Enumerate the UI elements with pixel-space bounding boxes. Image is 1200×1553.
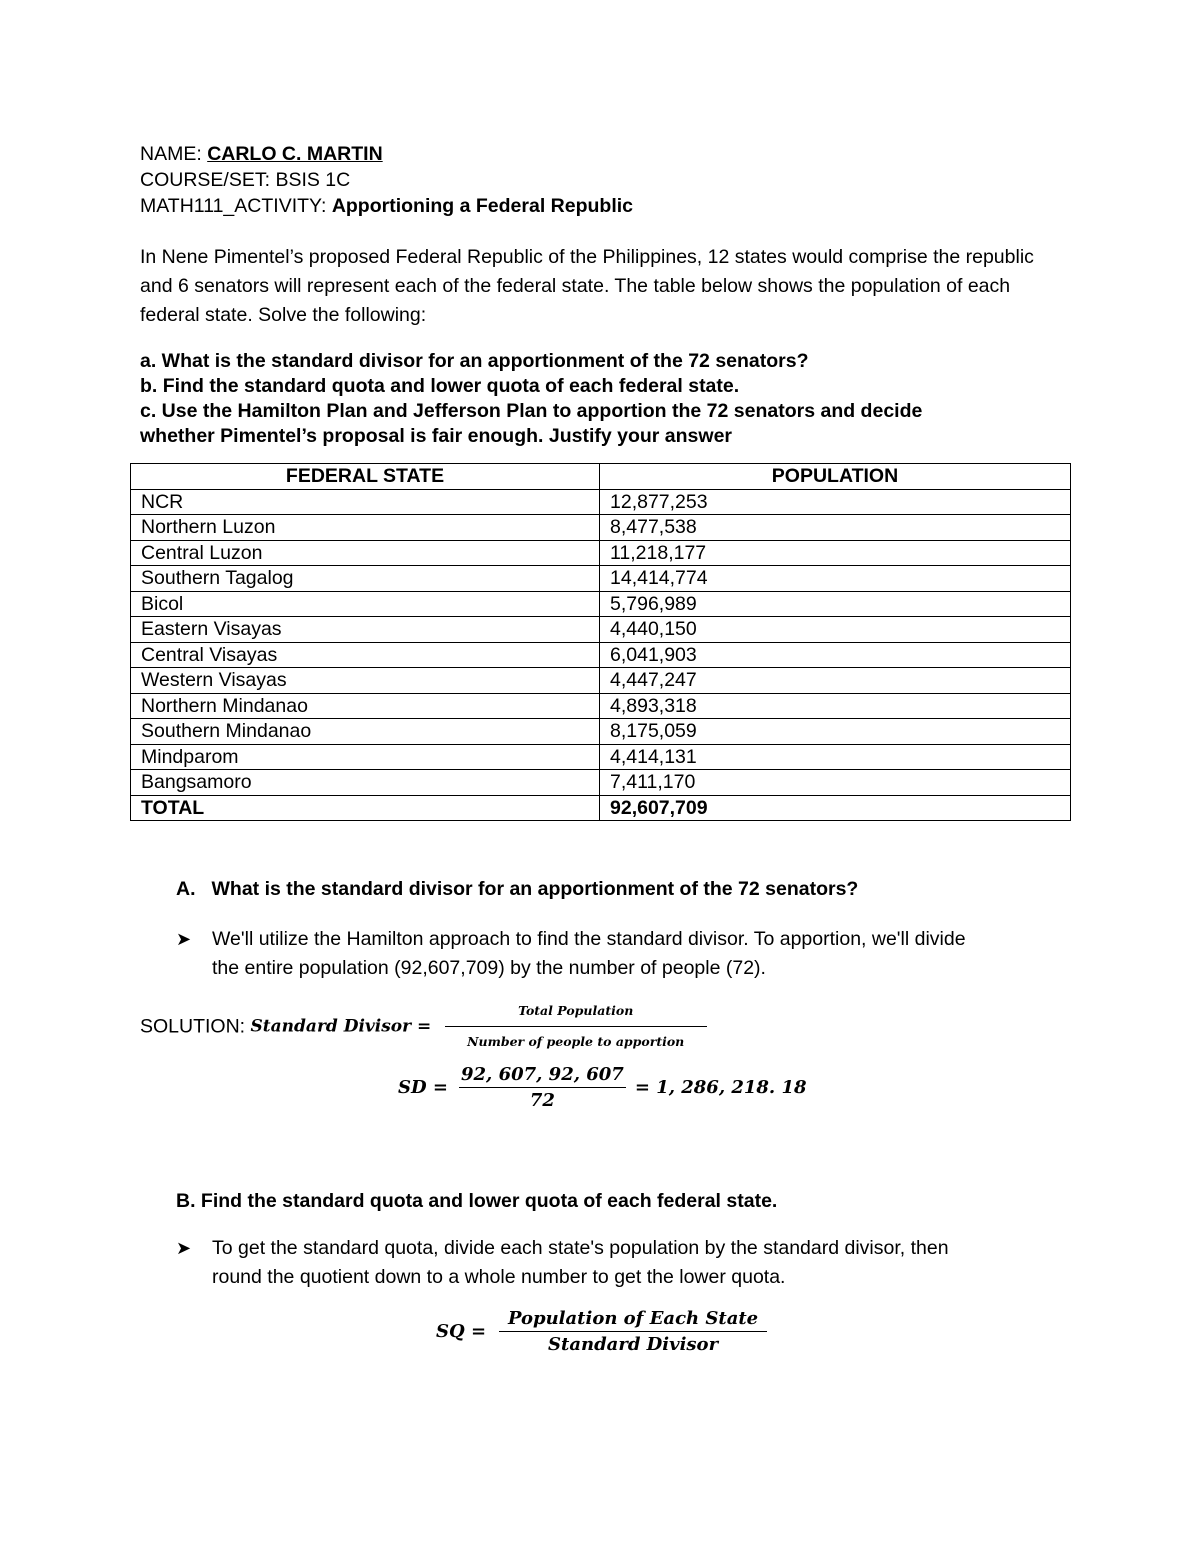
sd-calc-lhs: SD = (398, 1077, 448, 1098)
table-row (131, 719, 1071, 745)
table-row (131, 591, 1071, 617)
state-name-cell: Northern Mindanao (131, 693, 600, 719)
question-a: a. What is the standard divisor for an apportionment of the 72 senators? (140, 350, 809, 372)
sq-formula-denominator: Standard Divisor (548, 1334, 719, 1355)
total-label-cell: TOTAL (131, 795, 600, 821)
state-name-cell: Eastern Visayas (131, 617, 600, 643)
population-cell: 8,477,538 (600, 515, 1071, 541)
sd-calc-fraction (459, 1064, 626, 1111)
state-name-cell: Central Visayas (131, 642, 600, 668)
arrowhead-bullet-icon: ➤ (176, 929, 192, 949)
course-value: BSIS 1C (275, 169, 351, 191)
section-b-title: B. Find the standard quota and lower quota of each federal state. (176, 1190, 778, 1212)
sq-formula-numerator: Population of Each State (499, 1308, 767, 1332)
population-cell: 7,411,170 (600, 770, 1071, 796)
state-name-cell: NCR (131, 489, 600, 515)
population-cell: 8,175,059 (600, 719, 1071, 745)
population-cell: 12,877,253 (600, 489, 1071, 515)
course-line: COURSE/SET: BSIS 1C (140, 169, 351, 191)
sq-formula-fraction (499, 1308, 767, 1355)
section-b-bullet: ➤ To get the standard quota, divide each state's population by the standard divisor, then round the quotient down to a whole number to get the lower quota. (176, 1234, 1076, 1292)
sd-formula-numerator: Total Population (445, 998, 707, 1027)
column-header: POPULATION (600, 464, 1071, 490)
section-a-title: A. What is the standard divisor for an apportionment of the 72 senators? (176, 878, 859, 900)
state-name-cell: Southern Mindanao (131, 719, 600, 745)
table-row (131, 744, 1071, 770)
state-name-cell: Bicol (131, 591, 600, 617)
population-cell: 5,796,989 (600, 591, 1071, 617)
state-name-cell: Bangsamoro (131, 770, 600, 796)
question-c-line1: c. Use the Hamilton Plan and Jefferson Plan to apportion the 72 senators and decide (140, 400, 923, 422)
table-row (131, 642, 1071, 668)
activity-line: MATH111_ACTIVITY: Apportioning a Federal Republic (140, 195, 633, 217)
table-body (131, 489, 1071, 821)
population-cell: 4,447,247 (600, 668, 1071, 694)
name-line: NAME: CARLO C. MARTIN (140, 143, 383, 165)
arrowhead-bullet-icon: ➤ (176, 1238, 192, 1258)
sd-formula-lhs: Standard Divisor = (250, 1016, 432, 1037)
question-c-line2: whether Pimentel’s proposal is fair enough. Justify your answer (140, 425, 732, 447)
section-a-bullet: ➤ We'll utilize the Hamilton approach to find the standard divisor. To apportion, we'll divide the entire population (92,607,709) by the number of people (72). (176, 925, 1076, 983)
state-name-cell: Mindparom (131, 744, 600, 770)
sq-formula-lhs: SQ = (436, 1321, 487, 1342)
table-row (131, 693, 1071, 719)
sd-calculation (398, 1064, 807, 1111)
population-cell: 4,440,150 (600, 617, 1071, 643)
table-row (131, 617, 1071, 643)
total-value-cell: 92,607,709 (600, 795, 1071, 821)
student-name: CARLO C. MARTIN (207, 143, 383, 165)
population-cell: 4,414,131 (600, 744, 1071, 770)
population-cell: 4,893,318 (600, 693, 1071, 719)
population-cell: 6,041,903 (600, 642, 1071, 668)
population-cell: 14,414,774 (600, 566, 1071, 592)
solution-label: SOLUTION: (140, 1015, 251, 1038)
state-name-cell: Western Visayas (131, 668, 600, 694)
table-row (131, 515, 1071, 541)
solution-formula (140, 998, 707, 1055)
table-total-row (131, 795, 1071, 821)
population-table (130, 463, 1071, 821)
state-name-cell: Central Luzon (131, 540, 600, 566)
population-cell: 11,218,177 (600, 540, 1071, 566)
state-name-cell: Southern Tagalog (131, 566, 600, 592)
sd-calc-numerator: 92, 607, 92, 607 (459, 1064, 626, 1088)
column-header: FEDERAL STATE (131, 464, 600, 490)
table-row (131, 668, 1071, 694)
sd-calc-denominator: 72 (529, 1090, 555, 1111)
table-row (131, 566, 1071, 592)
question-b: b. Find the standard quota and lower quota of each federal state. (140, 375, 740, 397)
activity-title: Apportioning a Federal Republic (331, 195, 633, 217)
table-row (131, 540, 1071, 566)
intro-paragraph: In Nene Pimentel’s proposed Federal Republic of the Philippines, 12 states would comprise the republic and 6 senators will represent each of the federal state. The table below shows the population of each federal state. Solve the following: (140, 246, 1034, 326)
state-name-cell: Northern Luzon (131, 515, 600, 541)
table-row (131, 770, 1071, 796)
sd-calc-result: = 1, 286, 218. 18 (634, 1077, 807, 1098)
sq-formula (436, 1308, 767, 1355)
table-header-row (131, 464, 1071, 490)
sd-formula-denominator: Number of people to apportion (467, 1034, 685, 1049)
table-row (131, 489, 1071, 515)
sd-formula-fraction (445, 998, 707, 1055)
